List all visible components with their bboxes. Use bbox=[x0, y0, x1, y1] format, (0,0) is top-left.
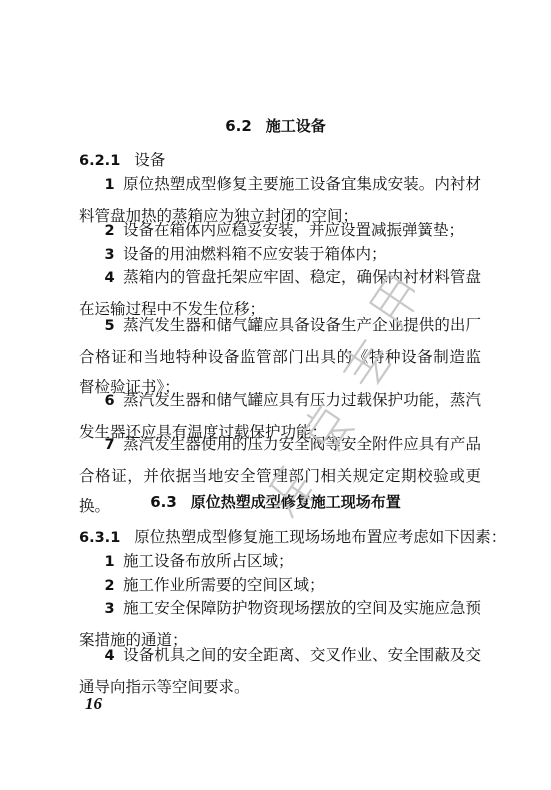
item-number: 6 bbox=[104, 393, 115, 409]
item-number: 7 bbox=[104, 437, 115, 453]
section-number: 6.3 bbox=[150, 493, 177, 511]
item-text: 蒸箱内的管盘托架应牢固、稳定，确保内衬材料管盘在运输过程中不发生位移； bbox=[79, 268, 481, 318]
clause-title: 原位热塑成型修复施工现场场地布置应考虑如下因素： bbox=[134, 528, 507, 546]
item-number: 3 bbox=[104, 601, 115, 617]
item-text: 施工设备布放所占区域； bbox=[123, 552, 294, 570]
clause-6-2-1 bbox=[79, 150, 165, 171]
section-title: 原位热塑成型修复施工现场布置 bbox=[190, 493, 401, 511]
item-number: 4 bbox=[104, 648, 115, 664]
item-number: 1 bbox=[104, 177, 115, 193]
item-number: 1 bbox=[104, 554, 115, 570]
item-text: 蒸汽发生器使用的压力安全阀等安全附件应具有产品合格证，并依据当地安全管理部门相关规定定期校验或更换。 bbox=[79, 435, 481, 515]
clause-number: 6.3.1 bbox=[79, 530, 121, 546]
page-number: 16 bbox=[85, 694, 102, 713]
section-title: 施工设备 bbox=[265, 117, 326, 135]
item-number: 4 bbox=[104, 270, 115, 286]
section-number: 6.2 bbox=[225, 117, 252, 135]
item-text: 施工安全保障防护物资现场摆放的空间及实施应急预案措施的通道； bbox=[79, 599, 481, 649]
item-text: 蒸汽发生器和储气罐应具备设备生产企业提供的出厂合格证和当地特种设备监管部门出具的《特种设备制造监督检验证书》； bbox=[79, 316, 481, 396]
item-number: 5 bbox=[104, 318, 115, 334]
item-text: 设备的用油燃料箱不应安装于箱体内； bbox=[123, 245, 387, 263]
item-text: 设备在箱体内应稳妥安装，并应设置减振弹簧垫； bbox=[123, 221, 465, 239]
clause-6-3-1 bbox=[79, 527, 506, 548]
item-number: 2 bbox=[104, 578, 115, 594]
clause-number: 6.2.1 bbox=[79, 153, 121, 169]
section-heading-6-2 bbox=[0, 116, 551, 136]
item-text: 施工作业所需要的空间区域； bbox=[123, 576, 325, 594]
section-heading-6-3 bbox=[0, 492, 551, 512]
item-text: 蒸汽发生器和储气罐应具有压力过载保护功能，蒸汽发生器还应具有温度过载保护功能； bbox=[79, 391, 481, 441]
item-number: 2 bbox=[104, 223, 115, 239]
item-text: 设备机具之间的安全距离、交叉作业、安全围蔽及交通导向指示等空间要求。 bbox=[79, 646, 481, 696]
item-number: 3 bbox=[104, 247, 115, 263]
list-item bbox=[79, 640, 481, 702]
clause-title: 设备 bbox=[134, 151, 166, 169]
item-text: 原位热塑成型修复主要施工设备宜集成安装。内衬材料管盘加热的蒸箱应为独立封闭的空间； bbox=[79, 175, 481, 225]
